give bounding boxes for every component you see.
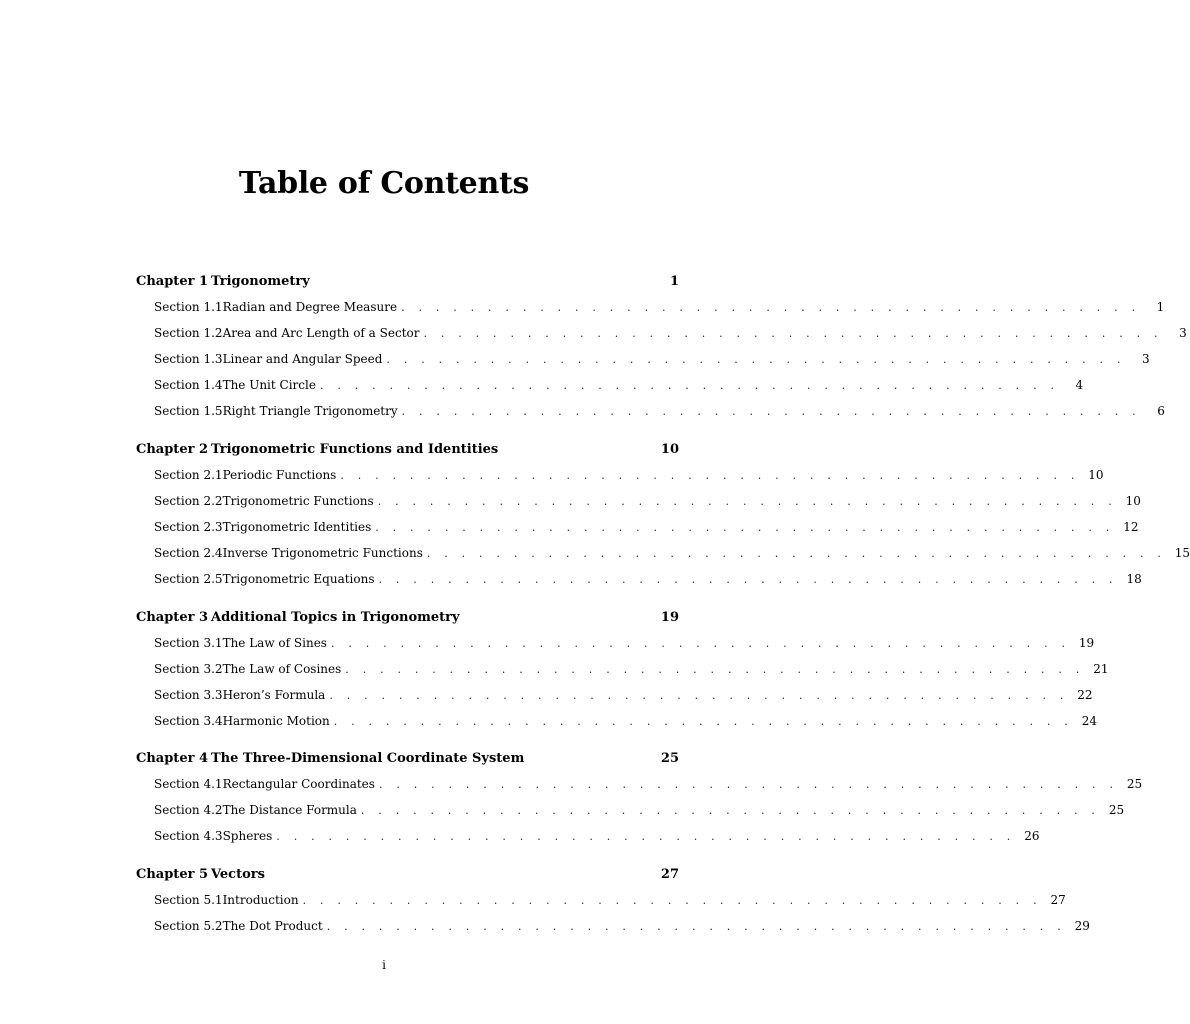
chapter-3-heading[interactable] [136,606,679,628]
section-5-2[interactable] [154,915,1090,937]
chapter-title: Trigonometric Functions and Identities [211,441,499,457]
section-title: The Unit Circle [222,378,316,392]
dot-leader: . . . . . . . . . . . . . . . . . . . . . . . . . . . . . . . . . . . . . . . . . . . [302,893,1042,907]
section-page: 18 [1126,572,1142,586]
section-label: Section 2.1 [154,468,223,482]
dot-leader: . . . . . . . . . . . . . . . . . . . . . . . . . . . . . . . . . . . . . . . . . . . [386,352,1126,366]
section-title: Right Triangle Trigonometry [222,404,398,418]
dot-leader: . . . . . . . . . . . . . . . . . . . . . . . . . . . . . . . . . . . . . . . . . . . [378,572,1118,586]
section-1-2[interactable] [154,322,1187,344]
dot-leader: . . . . . . . . . . . . . . . . . . . . . . . . . . . . . . . . . . . . . . . . . . . [340,468,1080,482]
section-page: 4 [1075,378,1084,392]
section-label: Section 1.2 [154,326,223,340]
section-1-5[interactable] [154,400,1165,422]
section-4-2[interactable] [154,799,1125,821]
chapter-5-heading[interactable] [136,863,679,885]
section-label: Section 3.1 [154,636,223,650]
dot-leader: . . . . . . . . . . . . . . . . . . . . . . . . . . . . . . . . . . . . . . . . . . . [319,378,1060,392]
section-label: Section 4.3 [154,829,223,843]
section-page: 25 [1108,803,1125,817]
section-title: Trigonometric Identities [222,520,372,534]
section-5-1[interactable] [154,889,1066,911]
chapter-page: 19 [660,609,679,625]
section-label: Section 1.5 [154,404,223,418]
section-title: The Distance Formula [222,803,357,817]
chapter-title: The Three-Dimensional Coordinate System [211,750,525,766]
dot-leader: . . . . . . . . . . . . . . . . . . . . . . . . . . . . . . . . . . . . . . . . . . . [378,777,1119,791]
section-page: 6 [1157,404,1165,418]
section-2-1[interactable] [154,464,1104,486]
section-page: 15 [1174,546,1190,560]
section-title: Trigonometric Functions [222,494,374,508]
dot-leader: . . . . . . . . . . . . . . . . . . . . . . . . . . . . . . . . . . . . . . . . . . . [276,829,1016,843]
section-title: Radian and Degree Measure [222,300,398,314]
section-4-3[interactable] [154,825,1040,847]
dot-leader: . . . . . . . . . . . . . . . . . . . . . . . . . . . . . . . . . . . . . . . . . . . [326,919,1066,933]
section-label: Section 1.4 [154,378,223,392]
section-label: Section 5.2 [154,919,223,933]
chapter-label: Chapter 1 [136,273,209,289]
section-page: 10 [1088,468,1104,482]
chapter-page: 25 [660,750,679,766]
chapter-title: Trigonometry [211,273,310,289]
section-page: 26 [1024,829,1040,843]
dot-leader: . . . . . . . . . . . . . . . . . . . . . . . . . . . . . . . . . . . . . . . . . . . [333,714,1073,728]
section-title: Inverse Trigonometric Functions [222,546,423,560]
dot-leader: . . . . . . . . . . . . . . . . . . . . . . . . . . . . . . . . . . . . . . . . . . . [329,688,1069,702]
section-2-4[interactable] [154,542,1190,564]
section-page: 21 [1093,662,1109,676]
section-page: 24 [1081,714,1097,728]
chapter-title: Vectors [211,866,265,882]
chapter-page: 1 [669,273,679,289]
section-page: 25 [1126,777,1143,791]
section-title: Area and Arc Length of a Sector [222,326,420,340]
section-2-3[interactable] [154,516,1139,538]
section-title: Spheres [222,829,273,843]
dot-leader: . . . . . . . . . . . . . . . . . . . . . . . . . . . . . . . . . . . . . . . . . . . [401,404,1141,418]
section-4-1[interactable] [154,773,1143,795]
section-2-2[interactable] [154,490,1141,512]
section-page: 3 [1142,352,1150,366]
dot-leader: . . . . . . . . . . . . . . . . . . . . . . . . . . . . . . . . . . . . . . . . . . . [330,636,1071,650]
section-title: Harmonic Motion [222,714,330,728]
section-title: Linear and Angular Speed [222,352,383,366]
dot-leader: . . . . . . . . . . . . . . . . . . . . . . . . . . . . . . . . . . . . . . . . . . . [345,662,1085,676]
section-title: Heron’s Formula [222,688,326,702]
dot-leader: . . . . . . . . . . . . . . . . . . . . . . . . . . . . . . . . . . . . . . . . . . . [375,520,1115,534]
section-title: Introduction [222,893,299,907]
section-3-3[interactable] [154,684,1093,706]
dot-leader: . . . . . . . . . . . . . . . . . . . . . . . . . . . . . . . . . . . . . . . . . . . [426,546,1167,560]
section-page: 12 [1123,520,1139,534]
section-label: Section 4.1 [154,777,223,791]
section-label: Section 3.2 [154,662,223,676]
chapter-label: Chapter 5 [136,866,209,882]
chapter-label: Chapter 2 [136,441,209,457]
section-page: 27 [1050,893,1066,907]
section-label: Section 2.5 [154,572,223,586]
section-label: Section 1.1 [154,300,223,314]
chapter-page: 10 [660,441,679,457]
section-label: Section 2.2 [154,494,223,508]
chapter-2-heading[interactable] [136,438,679,460]
section-title: The Law of Sines [222,636,327,650]
section-page: 19 [1078,636,1095,650]
dot-leader: . . . . . . . . . . . . . . . . . . . . . . . . . . . . . . . . . . . . . . . . . . . [401,300,1141,314]
section-label: Section 3.4 [154,714,223,728]
section-page: 10 [1125,494,1141,508]
chapter-4-heading[interactable] [136,747,679,769]
page-number: i [382,958,386,972]
section-title: Trigonometric Equations [222,572,375,586]
section-page: 1 [1156,300,1165,314]
section-label: Section 2.4 [154,546,223,560]
section-page: 3 [1179,326,1187,340]
section-1-3[interactable] [154,348,1150,370]
section-title: The Law of Cosines [222,662,342,676]
section-page: 22 [1077,688,1093,702]
section-1-1[interactable] [154,296,1165,318]
section-3-1[interactable] [154,632,1095,654]
section-label: Section 4.2 [154,803,223,817]
section-label: Section 3.3 [154,688,223,702]
section-label: Section 1.3 [154,352,223,366]
section-title: Periodic Functions [222,468,337,482]
page-title: Table of Contents [238,166,530,201]
chapter-title: Additional Topics in Trigonometry [211,609,460,625]
section-label: Section 2.3 [154,520,223,534]
section-3-2[interactable] [154,658,1109,680]
section-3-4[interactable] [154,710,1097,732]
dot-leader: . . . . . . . . . . . . . . . . . . . . . . . . . . . . . . . . . . . . . . . . . . . [377,494,1117,508]
chapter-label: Chapter 3 [136,609,209,625]
section-label: Section 5.1 [154,893,223,907]
section-page: 29 [1074,919,1090,933]
section-title: Rectangular Coordinates [222,777,375,791]
dot-leader: . . . . . . . . . . . . . . . . . . . . . . . . . . . . . . . . . . . . . . . . . . . [360,803,1101,817]
section-1-4[interactable] [154,374,1084,396]
section-2-5[interactable] [154,568,1142,590]
chapter-1-heading[interactable] [136,270,679,292]
chapter-page: 27 [660,866,679,882]
section-title: The Dot Product [222,919,323,933]
dot-leader: . . . . . . . . . . . . . . . . . . . . . . . . . . . . . . . . . . . . . . . . . . . [423,326,1163,340]
chapter-label: Chapter 4 [136,750,209,766]
